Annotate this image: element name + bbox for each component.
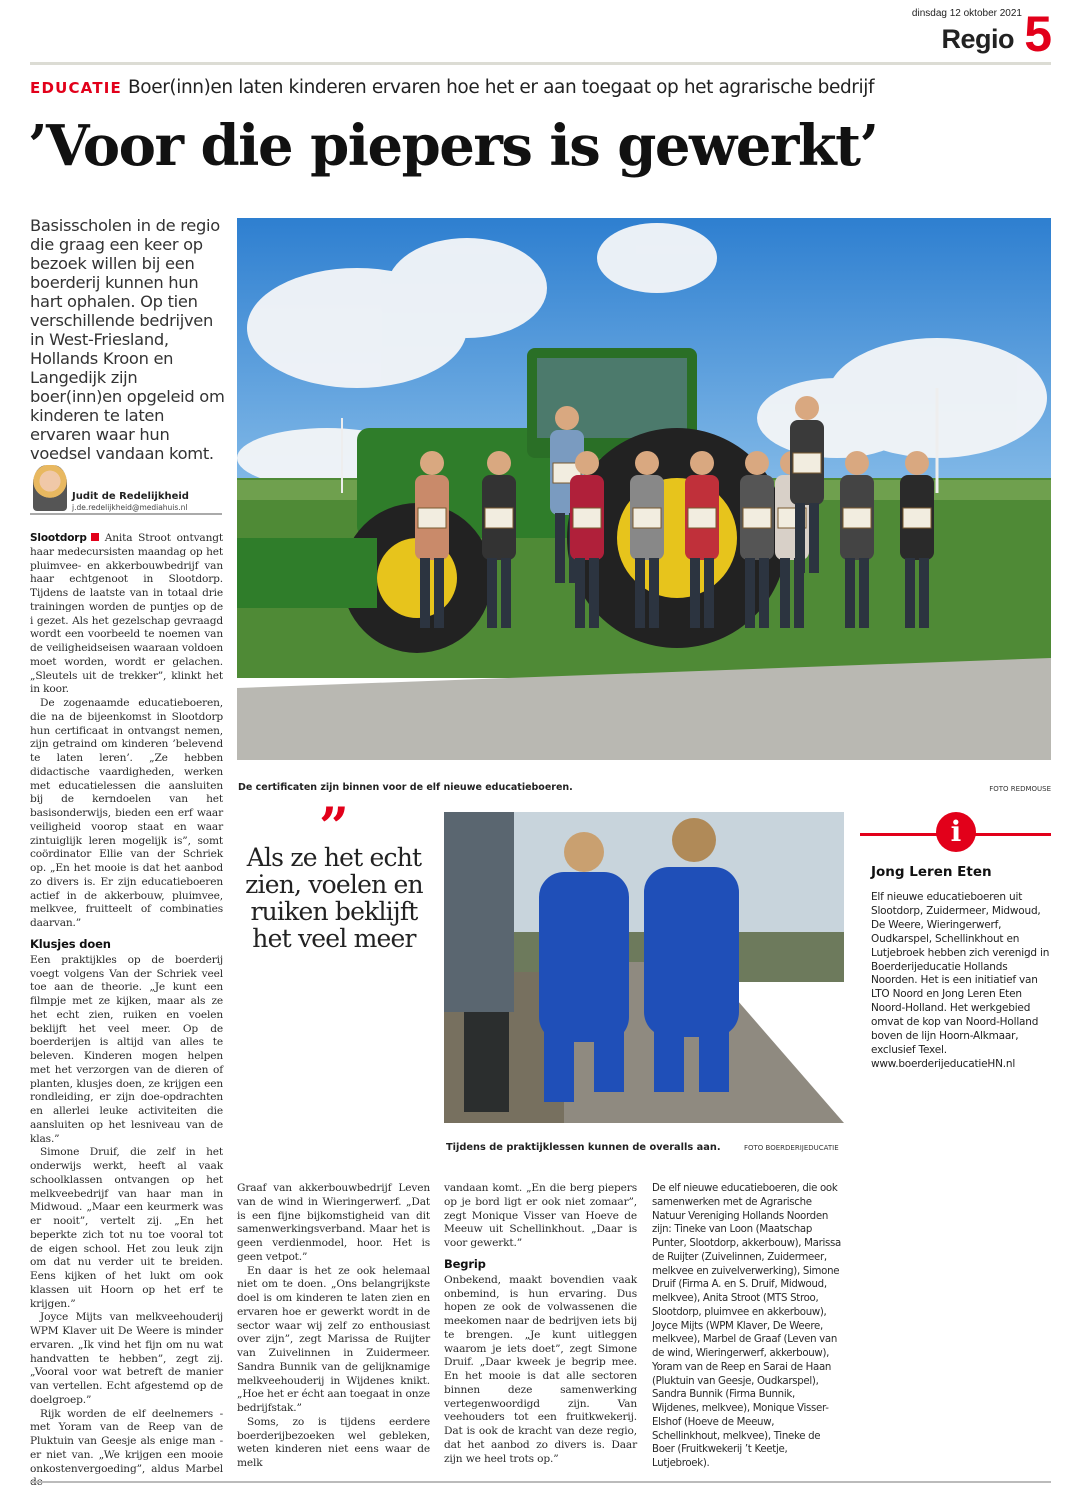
- participants-list: De elf nieuwe educatieboeren, die ook samenwerken met de Agrarische Natuur Vereniging Hollands Noorden zijn: Tineke van Loon (Maatschap Punter, Slootdorp, akkerbouw), Marissa de Ruijter (Zuivelinnen, Zuidermeer, melkvee en zuivelverwerking), Simone Druif (Firma A. en S. Druif, Midwoud, melkvee), Anita Stroot (MTS Stroo, Slootdorp, pluimvee en akkerbouw), Joyce Mijts (WPM Klaver, De Weere, melkvee), Marbel de Graaf (Leven van de wind, Wieringerwerf, akkerbouw), Yoram van de Reep en Sarai de Haan (Pluktuin van Geesje, Oudkarspel), Sandra Bunnik (Firma Bunnik, Wijdenes, melkvee), Monique Visser-Elshof (Hoeve de Meeuw, Schellinkhout, melkvee), Tineke de Boer (Fruitkwekerij ’t Keetje, Lutjebroek).: [652, 1182, 844, 1471]
- author-byline: [30, 463, 222, 515]
- info-box-text: Elf nieuwe educatieboeren uit Slootdorp, Zuidermeer, Midwoud, De Weere, Wieringerwerf, Oudkarspel, Schellinkhout en Lutjebroek hebben zich verenigd in Boerderijeducatie Hollands Noorden. Het is een initiatief van LTO Noord en Jong Leren Eten Noord-Holland. Het werkgebied omvat de kop van Noord-Holland boven de lijn Hoorn-Alkmaar, exclusief Texel. www.boerderijeducatieHN.nl: [871, 891, 1051, 1072]
- paragraph: De zogenaamde educatieboeren, die na de bijeenkomst in Slootdorp hun certificaat in ontvangst nemen, zijn getraind om kinderen ’belevend te laten leren’. „Ze hebben didactische vaardigheden, werken met educatielessen die aansluiten bij de kerndoelen van het basisonderwijs, bieden een erf waar veiligheid voorop staat en waar zintuiglijk leren mogelijk is”, somt coördinator Ellie van der Schriek op. „En het mooie is dat het aanbod zo divers is. Er zijn educatieboeren actief in de akkerbouw, pluimvee, melkvee, fruitteelt of combinaties daarvan.”: [30, 697, 223, 931]
- issue-date: dinsdag 12 oktober 2021: [912, 8, 1022, 19]
- author-email[interactable]: j.de.redelijkheid@mediahuis.nl: [72, 503, 188, 512]
- kicker-line: [30, 77, 1051, 98]
- paragraph: [30, 532, 223, 697]
- second-photo-children-overalls: [444, 812, 844, 1123]
- paragraph: Onbekend, maakt bovendien vaak onbemind, is hun ervaring. Dus hopen ze ook de volwassenen die meekomen naar de bedrijven iets bij te brengen. „Je kunt uitleggen waarom je iets doet”, zegt Simone Druif. „Daar kweek je begrip mee. En het mooie is dat alle sectoren binnen deze samenwerking vertegenwoordigd zijn. Van veehouders tot een fruitkwekerij. Dat is ook de kracht van deze regio, dat het aanbod zo divers is. Daar zijn we heel trots op.”: [444, 1274, 637, 1467]
- dateline: Slootdorp: [30, 532, 87, 544]
- subhead: Klusjes doen: [30, 937, 223, 951]
- paragraph-text: Anita Stroot ontvangt haar medecursisten maandag op het pluimvee- en akkerbouwbedrijf van haar echtgenoot in Slootdorp. Tijdens de laatste van in totaal drie trainingen worden de puntjes op de i gezet. Als het gezelschap gevraagd wordt een voorbeeld te noemen van de veiligheidseisen waaraan voldoen moet worden, wordt er gelachen. „Sleutels uit de trekker”, klinkt het in koor.: [30, 532, 223, 695]
- quote-marks-icon: ”: [240, 808, 428, 844]
- pull-quote: [240, 808, 428, 952]
- main-photo-caption: De certificaten zijn binnen voor de elf nieuwe educatieboeren.: [238, 782, 573, 793]
- pull-quote-text: Als ze het echt zien, voelen en ruiken beklijft het veel meer: [240, 844, 428, 952]
- header-divider: [30, 62, 1051, 65]
- paragraph: Simone Druif, die zelf in het onderwijs werkt, heeft al vaak schoolklassen ontvangen op het melkveebedrijf van haar man in Midwoud. „Maar een keurmerk was er nooit”, vertelt zij. „En het beperkte zich tot nu toe vooral tot de eigen school. Het zou leuk zijn om dat nu verder uit te breiden. Eens kijken of het lukt om ook klassen uit Hoorn op het erf te krijgen.”: [30, 1146, 223, 1311]
- author-name: Judit de Redelijkheid: [72, 491, 189, 502]
- info-icon: i: [936, 812, 976, 852]
- paragraph: vandaan komt. „En die berg piepers op je bord ligt er ook niet zomaar”, zegt Monique Visser van Hoeve de Meeuw uit Schellinkhout. „Daar is voor gewerkt.”: [444, 1182, 637, 1251]
- body-column-1: [30, 532, 223, 1490]
- subhead: Begrip: [444, 1257, 637, 1271]
- lead-paragraph: Basisscholen in de regio die graag een keer op bezoek willen bij een boerderij kunnen hun hart ophalen. Op tien verschillende bedrijven in West-Friesland, Hollands Kroon en Langedijk zijn boer(inn)en opgeleid om kinderen te laten ervaren waar hun voedsel vandaan komt.: [30, 216, 225, 463]
- paragraph: Rijk worden de elf deelnemers - met Yoram van de Reep van de Pluktuin van Geesje als enige man - er niet van. „We krijgen een mooie onkostenvergoeding”, aldus Marbel: [30, 1408, 223, 1490]
- main-photo-tractor-group: [237, 218, 1051, 760]
- paragraph: Soms, zo is tijdens eerdere boerderijbezoeken wel gebleken, weten kinderen niet eens waar de melk: [237, 1416, 430, 1471]
- body-column-3: [444, 1182, 637, 1466]
- second-photo-credit: FOTO BOERDERIJEDUCATIE: [744, 1144, 839, 1152]
- info-box-title: Jong Leren Eten: [871, 864, 992, 880]
- headline: ’Voor die piepers is gewerkt’: [28, 108, 1049, 184]
- paragraph: Joyce Mijts van melkveehouderij WPM Klaver uit De Weere is minder ervaren. „Ik vind het fijn om nu wat handvatten te hebben”, zegt zij. „Vooral voor wat betreft de manier van vertellen. Echt afgestemd op de doelgroep.”: [30, 1311, 223, 1407]
- paragraph: Een praktijkles op de boerderij voegt volgens Van der Schriek veel toe aan de theorie. „Je kunt een filmpje met ze kijken, maar als ze het echt zien, ruiken en voelen beklijft het veel meer. Op de boerderijen is altijd van alles te beleven. Kinderen mogen helpen met het verzorgen van de dieren of planten, klusjes doen, ze krijgen een rondleiding, er zijn doe-opdrachten en allerlei leuke activiteiten die aansluiten op het lesniveau van de klas.”: [30, 954, 223, 1147]
- body-column-2: [237, 1182, 430, 1471]
- kicker: EDUCATIE: [30, 79, 122, 97]
- second-photo-caption: Tijdens de praktijklessen kunnen de overalls aan.: [446, 1142, 721, 1153]
- subheadline: Boer(inn)en laten kinderen ervaren hoe het er aan toegaat op het agrarische bedrijf: [128, 77, 874, 98]
- footer-divider: [30, 1481, 1051, 1483]
- author-photo: [33, 465, 67, 511]
- paragraph: En daar is het ze ook helemaal niet om te doen. „Ons belangrijkste doel is om kinderen te laten zien en ervaren hoe er gewerkt wordt in de sector waar wij zelf zo enthousiast over zijn”, zegt Marissa de Ruijter van Zuivelinnen in Zuidermeer. Sandra Bunnik van de gelijknamige melkveehouderij in Wijdenes knikt. „Hoe het er écht aan toegaat in onze bedrijfstak.”: [237, 1265, 430, 1416]
- section-name: Regio: [941, 24, 1014, 55]
- paragraph: Graaf van akkerbouwbedrijf Leven van de wind in Wieringerwerf. „Dat is een fijne bijkomstigheid van dit samenwerkingsverband. Maar het is geen verdienmodel, hoor. Het is geen vetpot.”: [237, 1182, 430, 1265]
- dateline-square-icon: [91, 533, 99, 541]
- main-photo-credit: FOTO REDMOUSE: [989, 785, 1051, 793]
- page-number: 5: [1024, 6, 1052, 62]
